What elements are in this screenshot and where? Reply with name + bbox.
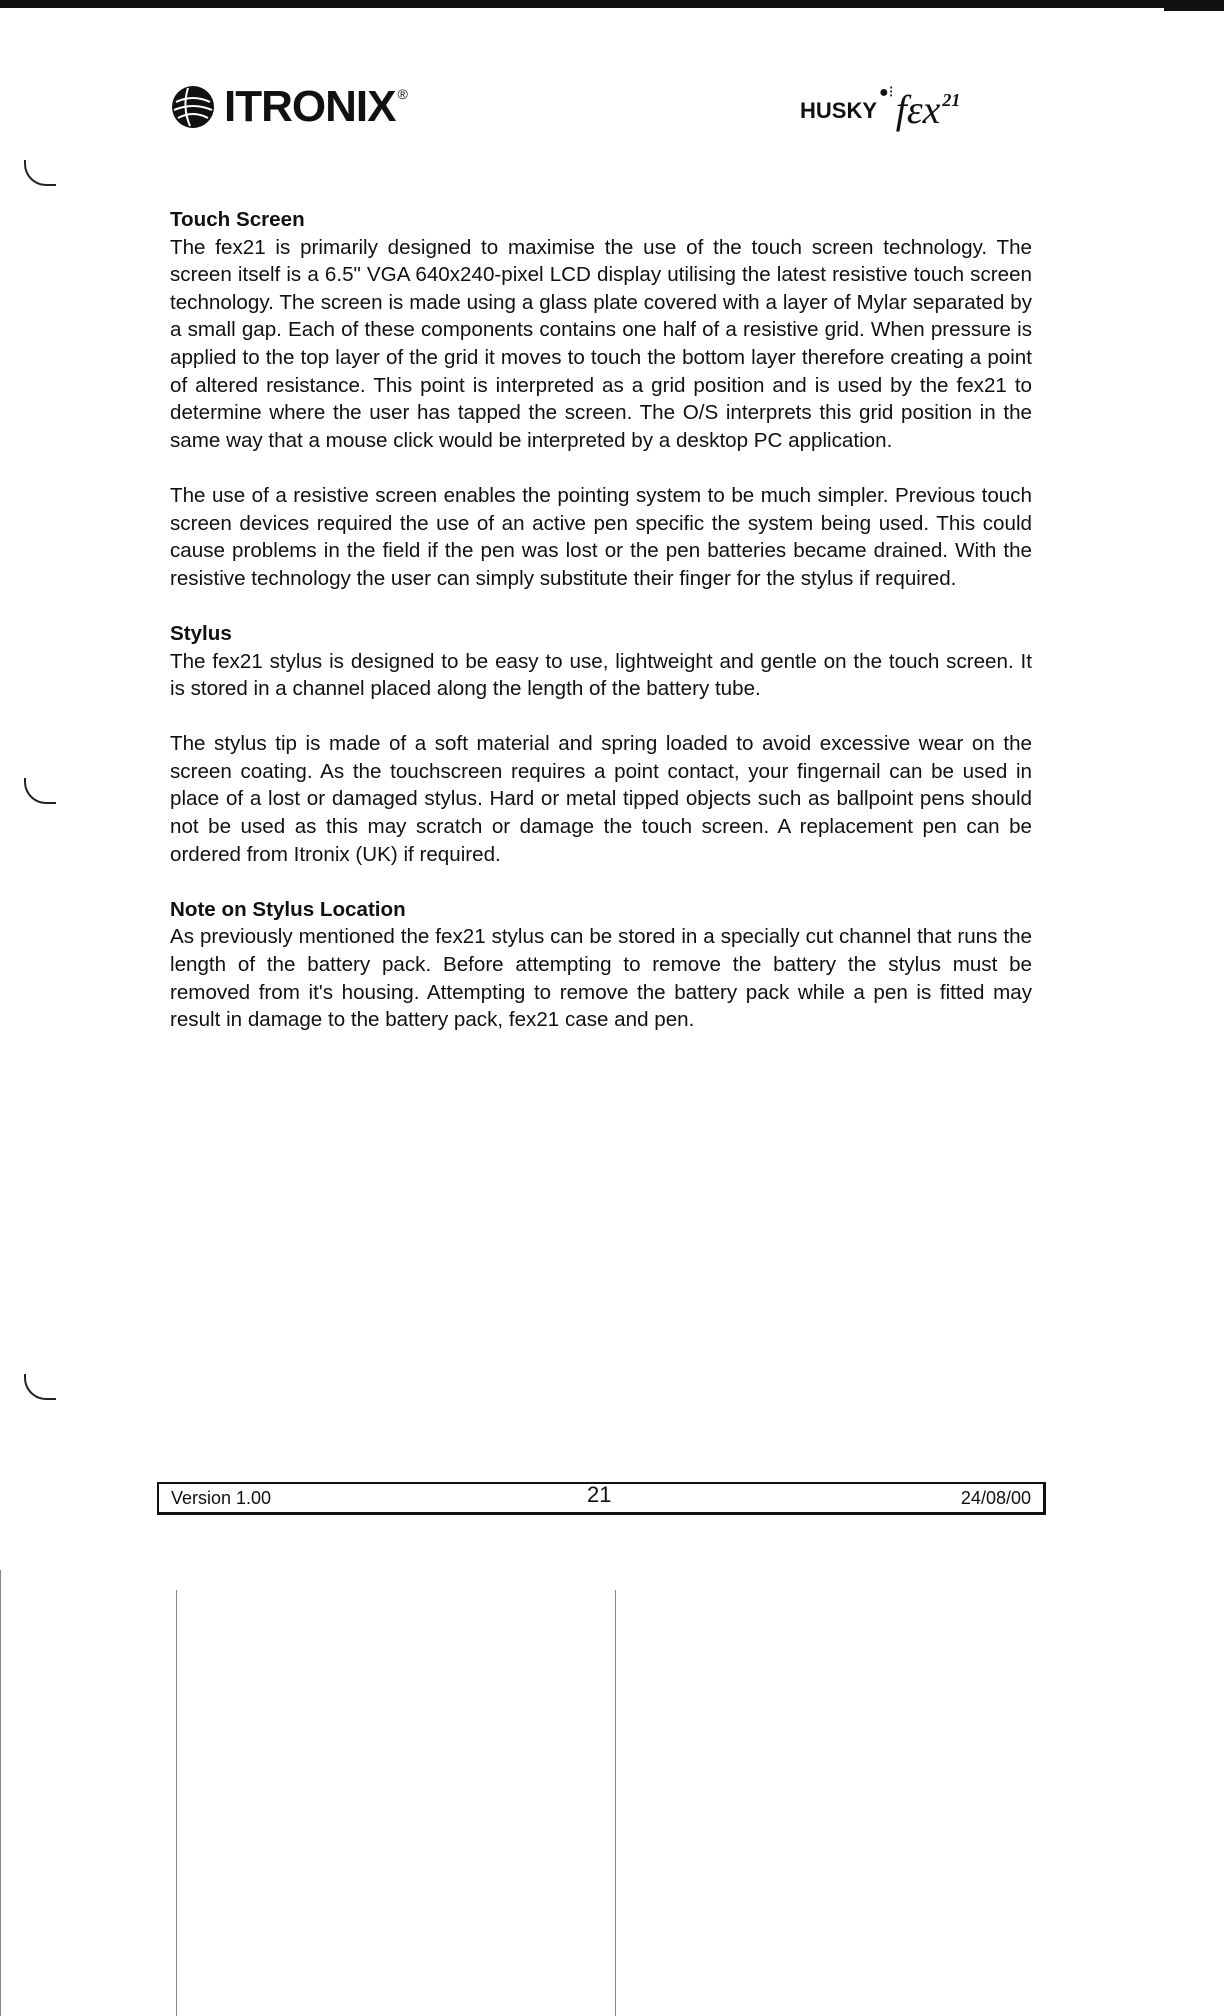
body-paragraph: The use of a resistive screen enables the pointing system to be much simpler. Previous touch screen devices required the use of an active pen specific the system being used. This could cause problems in the field if the pen was lost or the pen batteries became drained. With the resistive technology the user can simply substitute their finger for the stylus if required.: [170, 483, 1032, 590]
itronix-logo-text: ITRONIX: [224, 82, 396, 131]
body-paragraph: The fex21 stylus is designed to be easy to use, lightweight and gentle on the touch screen. It is stored in a channel placed along the length of the battery tube.: [170, 649, 1032, 701]
version-label: Version 1.00: [171, 1488, 272, 1508]
footer-date: 24/08/00: [960, 1488, 1031, 1508]
document-body: [170, 206, 1032, 1061]
page-footer: [157, 1482, 1046, 1515]
section-heading: Stylus: [170, 621, 232, 645]
husky-brand-text: HUSKY: [800, 98, 878, 123]
top-border-rule: [0, 0, 1224, 8]
scan-edge-line: [0, 1570, 1, 2016]
scan-artifact-line: [615, 1590, 616, 2016]
body-paragraph: The fex21 is primarily designed to maximise the use of the touch screen technology. The screen itself is a 6.5" VGA 640x240-pixel LCD display utilising the latest resistive touch screen technology. The screen is made using a glass plate covered with a layer of Mylar separated by a small gap. Each of these components contains one half of a resistive grid. When pressure is applied to the top layer of the grid it moves to touch the bottom layer therefore creating a point of altered resistance. This point is interpreted as a grid position and is used by the fex21 to determine where the user has tapped the screen. The O/S interprets this grid position in the same way that a mouse click would be interpreted by a desktop PC application.: [170, 235, 1032, 452]
binder-hole-mark: [24, 160, 56, 186]
body-paragraph: The stylus tip is made of a soft material and spring loaded to avoid excessive wear on the screen coating. As the touchscreen requires a point contact, your fingernail can be used in place of a lost or damaged stylus. Hard or metal tipped objects such as ballpoint pens should not be used as this may scratch or damage the touch screen. A replacement pen can be ordered from Itronix (UK) if required.: [170, 732, 1032, 866]
registered-mark: ®: [397, 86, 408, 102]
fex-product-text: fεx: [895, 87, 941, 132]
section-heading: Note on Stylus Location: [170, 897, 406, 921]
section-heading: Touch Screen: [170, 208, 305, 231]
page-number: 21: [587, 1482, 612, 1507]
paw-icon: ●⁝: [879, 84, 894, 101]
binder-hole-mark: [24, 778, 56, 804]
itronix-logo: [170, 82, 408, 132]
scan-artifact-line: [176, 1590, 177, 2016]
binder-hole-mark: [24, 1374, 56, 1400]
body-paragraph: As previously mentioned the fex21 stylus can be stored in a specially cut channel that runs the length of the battery pack. Before attempting to remove the battery the stylus must be removed from it's housing. Attempting to remove the battery pack while a pen is fitted may result in damage to the battery pack, fex21 case and pen.: [170, 925, 1032, 1032]
globe-icon: [170, 84, 216, 130]
fex-product-number: 21: [942, 90, 961, 110]
husky-fex21-logo: [800, 80, 960, 130]
